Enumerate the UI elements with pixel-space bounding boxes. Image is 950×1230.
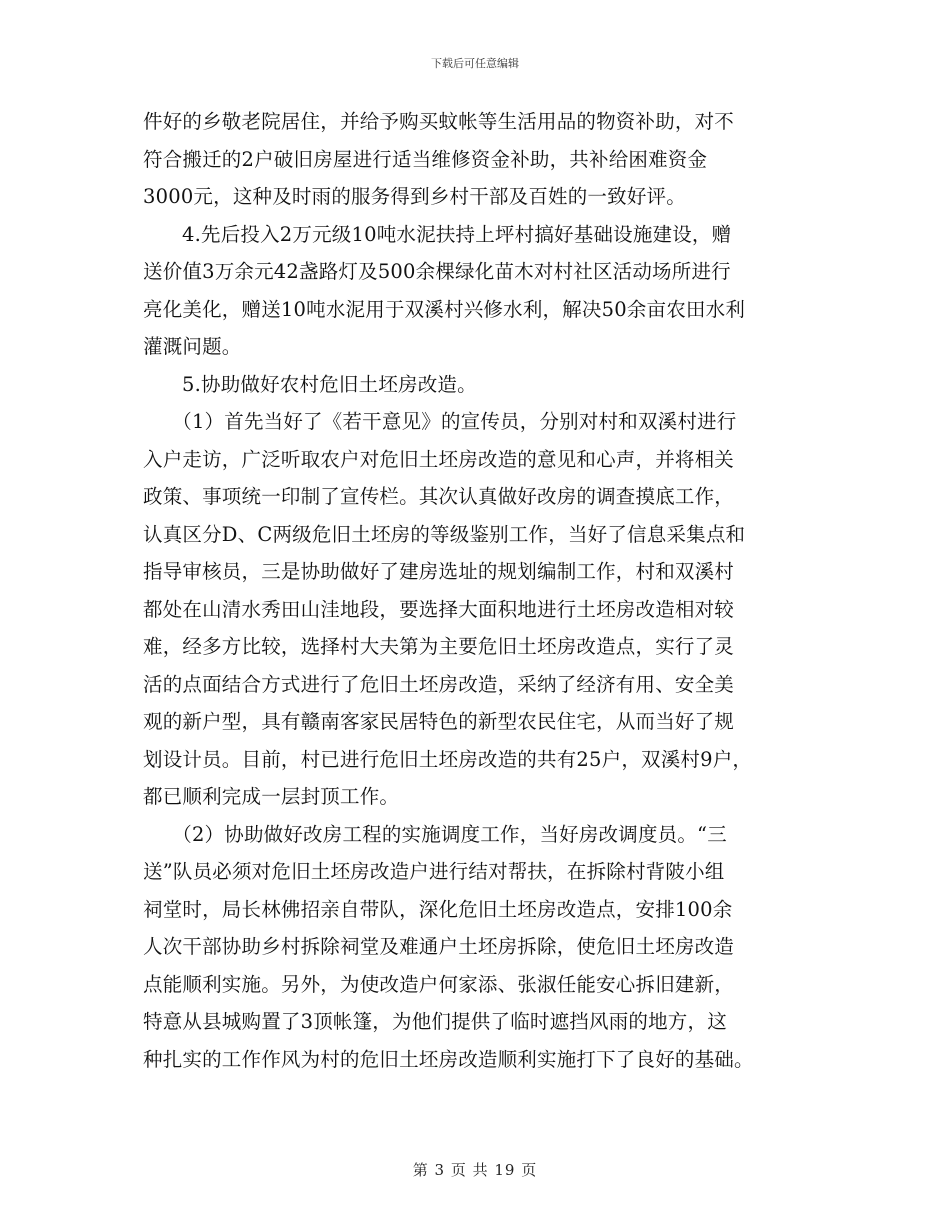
document-body xyxy=(143,103,811,1078)
text-line: 划设计员。目前，村已进行危旧土坯房改造的共有25户，双溪村9户， xyxy=(143,747,753,771)
text-line: 4.先后投入2万元级10吨水泥扶持上坪村搞好基础设施建设，赠 xyxy=(182,222,732,246)
text-line: 件好的乡敬老院居住，并给予购买蚊帐等生活用品的物资补助，对不 xyxy=(143,110,735,133)
text-line: 认真区分D、C两级危旧土坯房的等级鉴别工作，当好了信息采集点和 xyxy=(143,522,746,546)
text-line: 送价值3万余元42盏路灯及500余棵绿化苗木对村社区活动场所进行 xyxy=(143,260,731,283)
text-line: 亮化美化，赠送10吨水泥用于双溪村兴修水利，解决50余亩农田水利 xyxy=(143,297,746,321)
text-line: 人次干部协助乡村拆除祠堂及难通户土坯房拆除，使危旧土坯房改造 xyxy=(143,935,735,958)
text-line: 种扎实的工作作风为村的危旧土坯房改造顺利实施打下了良好的基础。 xyxy=(143,1047,754,1071)
page-header: 下载后可任意编辑 xyxy=(431,57,519,70)
text-line: 观的新户型，具有赣南客家民居特色的新型农民住宅，从而当好了规 xyxy=(143,710,735,733)
page-number: 第 3 页 共 19 页 xyxy=(412,1161,538,1179)
text-line: 祠堂时，局长林佛招亲自带队，深化危旧土坯房改造点，安排100余 xyxy=(143,897,733,921)
text-line: 3000元，这种及时雨的服务得到乡村干部及百姓的一致好评。 xyxy=(143,185,686,208)
text-line: 入户走访，广泛听取农户对危旧土坯房改造的意见和心声，并将相关 xyxy=(143,447,735,471)
text-line: 都处在山清水秀田山洼地段，要选择大面积地进行土坯房改造相对较 xyxy=(143,597,735,621)
text-line: 特意从县城购置了3顶帐篷，为他们提供了临时遮挡风雨的地方，这 xyxy=(143,1010,727,1033)
text-line: 都已顺利完成一层封顶工作。 xyxy=(143,785,400,808)
text-line: 难，经多方比较，选择村大夫第为主要危旧土坯房改造点，实行了灵 xyxy=(143,635,735,658)
text-line: 点能顺利实施。另外，为使改造户何家添、张淑任能安心拆旧建新， xyxy=(143,972,735,996)
text-line: 活的点面结合方式进行了危旧土坯房改造，采纳了经济有用、安全美 xyxy=(143,672,735,696)
text-line: （1）首先当好了《若干意见》的宣传员，分别对村和双溪村进行 xyxy=(172,410,737,433)
text-line: 送”队员必须对危旧土坯房改造户进行结对帮扶，在拆除村背陂小组 xyxy=(143,860,725,883)
text-line: （2）协助做好改房工程的实施调度工作，当好房改调度员。“三 xyxy=(172,822,727,846)
text-line: 指导审核员，三是协助做好了建房选址的规划编制工作，村和双溪村 xyxy=(143,560,735,583)
text-line: 5.协助做好农村危旧土坯房改造。 xyxy=(182,372,477,396)
text-line: 政策、事项统一印制了宣传栏。其次认真做好改房的调查摸底工作， xyxy=(143,485,735,508)
text-line: 符合搬迁的2户破旧房屋进行适当维修资金补助，共补给困难资金 xyxy=(143,147,708,171)
text-line: 灌溉问题。 xyxy=(143,335,242,358)
